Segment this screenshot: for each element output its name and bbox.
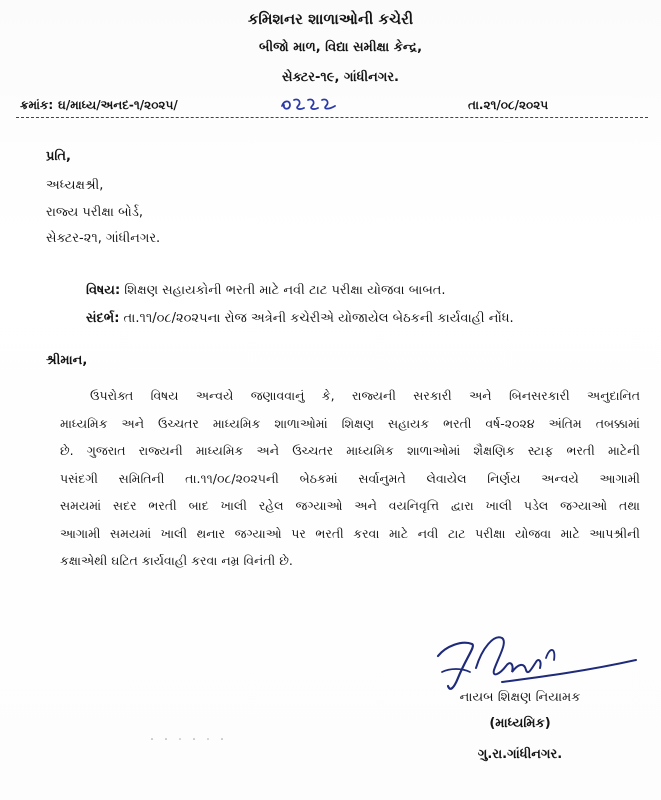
context-line: [86, 311, 514, 326]
signatory-place: ગુ.રા.ગાંધીનગર.: [477, 747, 563, 762]
reference-number: ઘ/માધ્ય/અનદ-૧/૨૦૨૫/: [58, 98, 178, 112]
body-paragraph: [60, 382, 640, 575]
addressee-sector: સેક્ટર-૨૧, ગાંધીનગર.: [46, 231, 161, 246]
subject-line: [86, 283, 446, 298]
context-label: સંદર્ભ:: [86, 311, 120, 326]
signatory-designation: નાયબ શિક્ષણ નિયામક: [459, 690, 581, 705]
body-line: સમયમાં સદર ભરતી બાદ ખાલી રહેલ જગ્યાઓ અને વયનિવૃત્તિ દ્વારા ખાલી પડેલ જગ્યાઓ તથા: [60, 498, 640, 513]
scan-speckle: [148, 736, 228, 742]
subject-text: શિક્ષણ સહાયકોની ભરતી માટે નવી ટાટ પરીક્ષા યોજવા બાબત.: [120, 283, 446, 298]
office-name: કમિશનર શાળાઓની કચેરી: [247, 10, 414, 28]
divider: [16, 117, 648, 118]
reference-label: ક્રમાંક:: [20, 98, 54, 112]
body-line: છે. ગુજરાત રાજ્યની માધ્યમિક અને ઉચ્ચતર માધ્યમિક શાળાઓમાં શૈક્ષણિક સ્ટાફ ભરતી માટેની: [60, 443, 640, 458]
addressee-board: રાજ્ય પરીક્ષા બોર્ડ,: [46, 205, 144, 220]
handwritten-reference-number: [278, 94, 340, 114]
addressee-title: અધ્યક્ષશ્રી,: [46, 178, 104, 193]
body-line: માધ્યમિક અને ઉચ્ચતર માધ્યમિક શાળાઓમાં શિક્ષણ સહાયક ભરતી વર્ષ-૨૦૨૪ અંતિમ તબક્કામાં: [60, 415, 640, 431]
office-location: સેક્ટર-૧૯, ગાંધીનગર.: [282, 70, 399, 85]
body-line: ઉપરોક્ત વિષય અન્વયે જણાવવાનું કે, રાજ્યની સરકારી અને બિનસરકારી અનુદાનિત: [90, 388, 640, 403]
context-text: તા.૧૧/૦૮/૨૦૨૫ના રોજ અત્રેની કચેરીએ યોજાયેલ બેઠકની કાર્યવાહી નોંધ.: [119, 311, 514, 326]
office-floor: બીજો માળ, વિદ્યા સમીક્ષા કેન્દ્ર,: [258, 40, 423, 55]
addressee-to: પ્રતિ,: [46, 149, 71, 164]
reference-date: તા.૨૧/૦૮/૨૦૨૫: [468, 98, 549, 112]
salutation: શ્રીમાન,: [46, 353, 88, 368]
body-line: કક્ષાએથી ઘટિત કાર્યવાહી કરવા નમ્ર વિનંતી છે.: [60, 553, 293, 568]
signatory-department: (માધ્યમિક): [489, 716, 551, 731]
body-line: આગામી સમયમાં ખાલી થનાર જગ્યાઓ પર ભરતી કરવા માટે નવી ટાટ પરીક્ષા યોજવા માટે આપશ્રીની: [60, 525, 640, 541]
subject-label: વિષય:: [86, 283, 121, 298]
body-line: પસંદગી સમિતિની તા.૧૧/૦૮/૨૦૨૫ની બેઠકમાં સર્વાનુમતે લેવાયેલ નિર્ણય અન્વયે આગામી: [60, 470, 640, 486]
